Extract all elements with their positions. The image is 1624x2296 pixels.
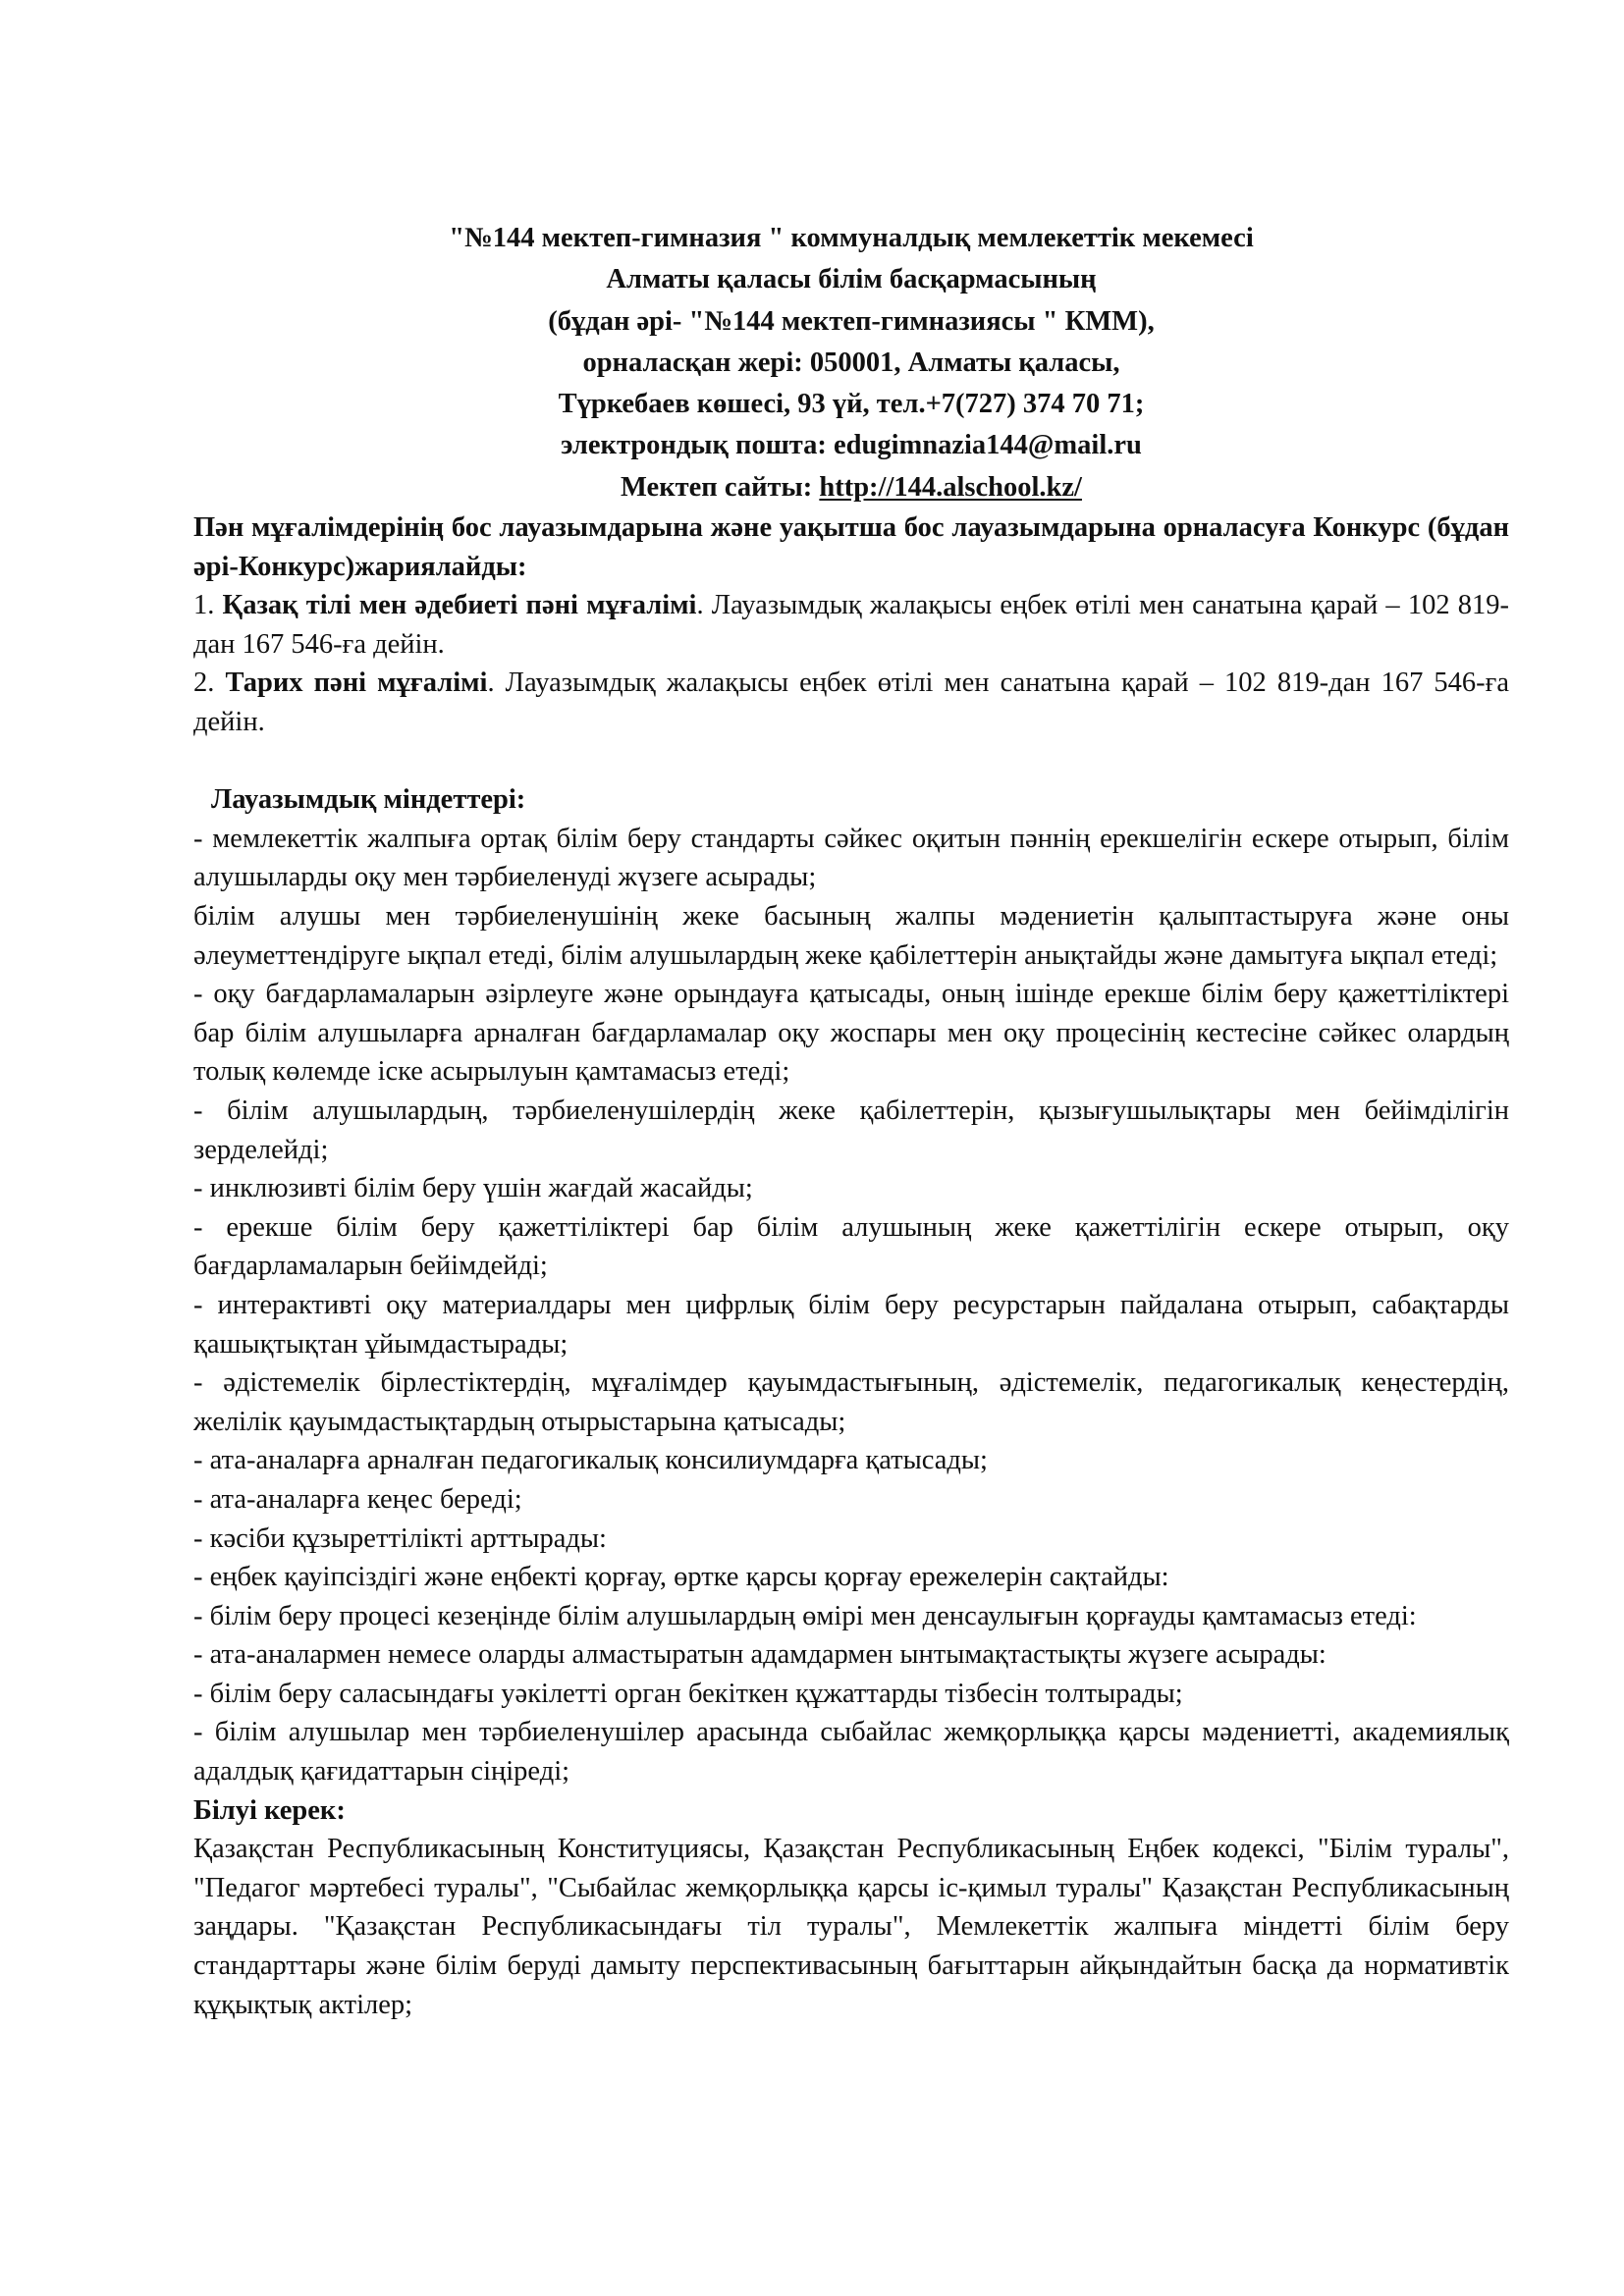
duty-item: - ерекше білім беру қажеттіліктері бар білім алушының жеке қажеттілігін ескере отырып, оқу бағдарламаларын бейімдейді;	[193, 1211, 1509, 1282]
header-line-department: Алматы қаласы білім басқармасының	[606, 264, 1097, 295]
blank-line	[193, 742, 1509, 781]
announcement-intro: Пән мұғалімдерінің бос лауазымдарына және уақытша бос лауазымдарына орналасуға Конкурс (бұдан әрі-Конкурс)жариялайды:	[193, 512, 1509, 582]
duty-item: - ата-аналарға арналған педагогикалық консилиумдарға қатысады;	[193, 1445, 988, 1476]
document-page	[193, 218, 1509, 2024]
duty-item: - әдістемелік бірлестіктердің, мұғалімдер қауымдастығының, әдістемелік, педагогикалық кеңестердің, желілік қауымдастықтардың отырыстарына қатысады;	[193, 1367, 1509, 1437]
header-line-email: электрондық пошта: edugimnazia144@mail.ru	[561, 430, 1142, 461]
duties-heading: Лауазымдық міндеттері:	[211, 784, 526, 816]
header-line-short-name: (бұдан әрі- "№144 мектеп-гимназиясы " КММ),	[548, 305, 1155, 337]
document-body	[193, 508, 1509, 2024]
header-line-institution: "№144 мектеп-гимназия " коммуналдық мемлекеттік мекемесі	[449, 223, 1254, 253]
duty-item: - интерактивті оқу материалдары мен цифрлық білім беру ресурстарын пайдалана отырып, сабақтарды қашықтықтан ұйымдастырады;	[193, 1289, 1509, 1360]
document-header	[193, 218, 1509, 508]
knowledge-text: Қазақстан Республикасының Конституциясы, Қазақстан Республикасының Еңбек кодексі, "Білім туралы", "Педагог мәртебесі туралы", "Сыбайлас жемқорлыққа қарсы іс-қимыл туралы" Қазақстан Республикасының заңдары. "Қазақстан Республикасындағы тіл туралы", Мемлекеттік жалпыға міндетті білім беру стандарттары және білім беруді дамыту перспективасының бағыттарын айқындайтын басқа да нормативтік құқықтық актілер;	[193, 1834, 1509, 2020]
knowledge-heading: Білуі керек:	[193, 1794, 346, 1826]
header-line-address-phone: Түркебаев көшесі, 93 үй, тел.+7(727) 374 70 71;	[558, 389, 1145, 420]
duty-item: - ата-аналармен немесе оларды алмастыратын адамдармен ынтымақтастықты жүзеге асырады:	[193, 1639, 1326, 1671]
duty-item: - мемлекеттік жалпыға ортақ білім беру стандарты сәйкес оқитын пәннің ерекшелігін ескере отырып, білім алушыларды оқу мен тәрбиеленуді жүзеге асырады;	[193, 823, 1509, 893]
duty-item: - еңбек қауіпсіздігі және еңбекті қорғау, өртке қарсы қорғау ережелерін сақтайды:	[193, 1562, 1169, 1593]
vacancy-title: Тарих пәні мұғалімі	[225, 667, 488, 699]
duty-item: - білім алушылар мен тәрбиеленушілер арасында сыбайлас жемқорлыққа қарсы мәдениетті, академиялық адалдық қағидаттарын сіңіреді;	[193, 1717, 1509, 1788]
duty-item: - ата-аналарға кеңес береді;	[193, 1483, 522, 1515]
duty-item: - инклюзивті білім беру үшін жағдай жасайды;	[193, 1173, 753, 1204]
vacancy-description: . Лауазымдық жалақысы еңбек өтілі мен санатына қарай – 102 819-дан 167 546-ға дейін.	[193, 590, 1509, 660]
duty-item: - оқу бағдарламаларын әзірлеуге және орындауға қатысады, оның ішінде ерекше білім беру қажеттіліктері бар білім алушыларға арналған бағдарламалар оқу жоспары мен оқу процесінің кестесіне сәйкес олардың толық көлемде іске асырылуын қамтамасыз етеді;	[193, 979, 1509, 1088]
duty-item: - білім беру процесі кезеңінде білім алушылардың өмірі мен денсаулығын қорғауды қамтамасыз етеді:	[193, 1600, 1417, 1631]
website-label: Мектеп сайты:	[621, 471, 820, 503]
website-link[interactable]: http://144.alschool.kz/	[819, 471, 1082, 503]
vacancy-number: 2.	[193, 667, 226, 699]
duty-item: - білім алушылардың, тәрбиеленушілердің жеке қабілеттерін, қызығушылықтары мен бейімділігін зерделейді;	[193, 1095, 1509, 1165]
duty-item: - кәсіби құзыреттілікті арттырады:	[193, 1522, 607, 1554]
header-line-website	[193, 467, 1509, 508]
duties-list	[193, 820, 1509, 1791]
vacancy-number: 1.	[193, 590, 223, 621]
vacancy-item	[193, 664, 1509, 741]
vacancy-item	[193, 586, 1509, 664]
header-line-location: орналасқан жері: 050001, Алматы қаласы,	[582, 347, 1120, 378]
vacancy-title: Қазақ тілі мен әдебиеті пәні мұғалімі	[222, 590, 697, 621]
vacancy-description: . Лауазымдық жалақысы еңбек өтілі мен санатына қарай – 102 819-дан 167 546-ға дейін.	[193, 667, 1510, 738]
duty-item: білім алушы мен тәрбиеленушінің жеке басының жалпы мәдениетін қалыптастыруға және оны әлеуметтендіруге ықпал етеді, білім алушылардың жеке қабілеттерін анықтайды және дамытуға ықпал етеді;	[193, 901, 1509, 971]
duty-item: - білім беру саласындағы уәкілетті орган бекіткен құжаттарды тізбесін толтырады;	[193, 1678, 1183, 1709]
